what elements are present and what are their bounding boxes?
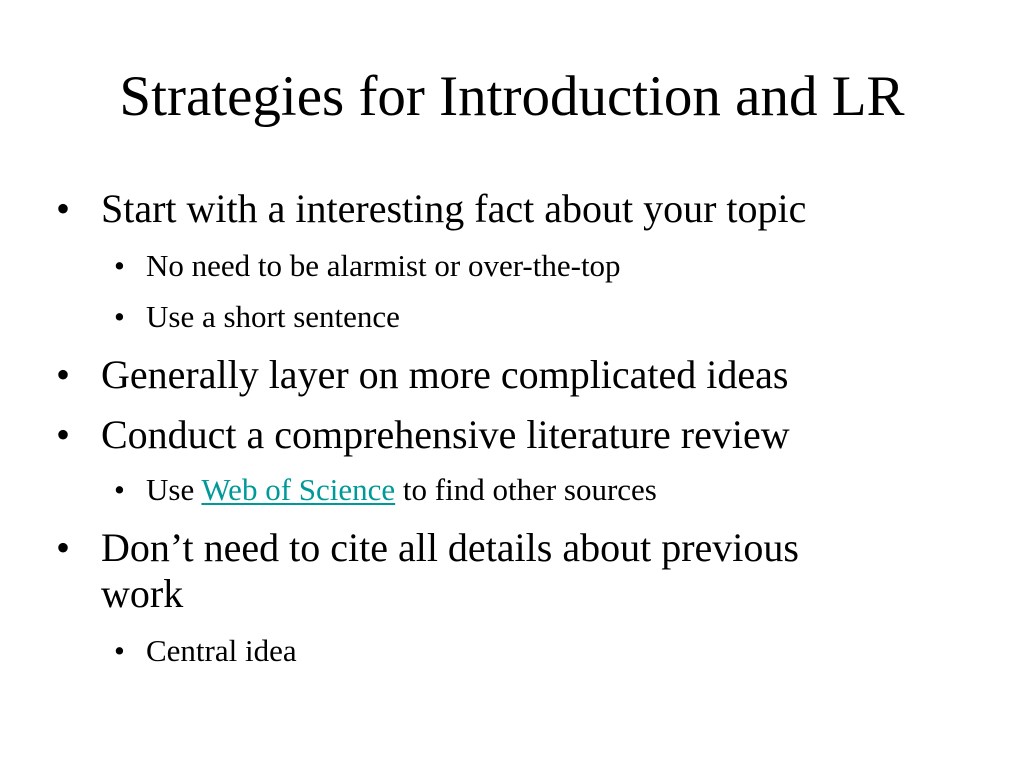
bullet-text: Conduct a comprehensive literature review — [101, 412, 790, 457]
bullet-icon: • — [56, 412, 71, 457]
bullet-text: Central idea — [146, 633, 297, 668]
bullet-text: Use a short sentence — [146, 299, 400, 334]
sub-bullet-item-short-sentence — [114, 299, 400, 335]
bullet-icon: • — [56, 525, 71, 570]
sub-bullet-item-web-of-science — [114, 472, 657, 508]
bullet-icon: • — [114, 299, 125, 334]
bullet-text: No need to be alarmist or over-the-top — [146, 248, 621, 283]
bullet-item-start-with-fact — [56, 186, 807, 232]
bullet-text: Start with a interesting fact about your topic — [101, 186, 807, 231]
bullet-icon: • — [114, 248, 125, 283]
bullet-text: Generally layer on more complicated ideas — [101, 352, 789, 397]
bullet-item-layer-ideas — [56, 352, 789, 398]
sub-bullet-item-no-alarmist — [114, 248, 621, 284]
bullet-item-dont-cite-all — [56, 525, 799, 617]
bullet-item-literature-review — [56, 412, 790, 458]
bullet-icon: • — [114, 633, 125, 668]
bullet-icon: • — [56, 186, 71, 231]
bullet-text-line-2: work — [101, 571, 184, 616]
bullet-text-line-1: Don’t need to cite all details about previous — [101, 525, 799, 570]
web-of-science-link[interactable]: Web of Science — [201, 472, 396, 507]
bullet-icon: • — [114, 472, 125, 507]
sub-bullet-item-central-idea — [114, 633, 297, 669]
bullet-text-suffix: to find other sources — [395, 472, 657, 507]
bullet-text-prefix: Use — [146, 472, 202, 507]
slide-title: Strategies for Introduction and LR — [119, 65, 905, 128]
bullet-icon: • — [56, 352, 71, 397]
